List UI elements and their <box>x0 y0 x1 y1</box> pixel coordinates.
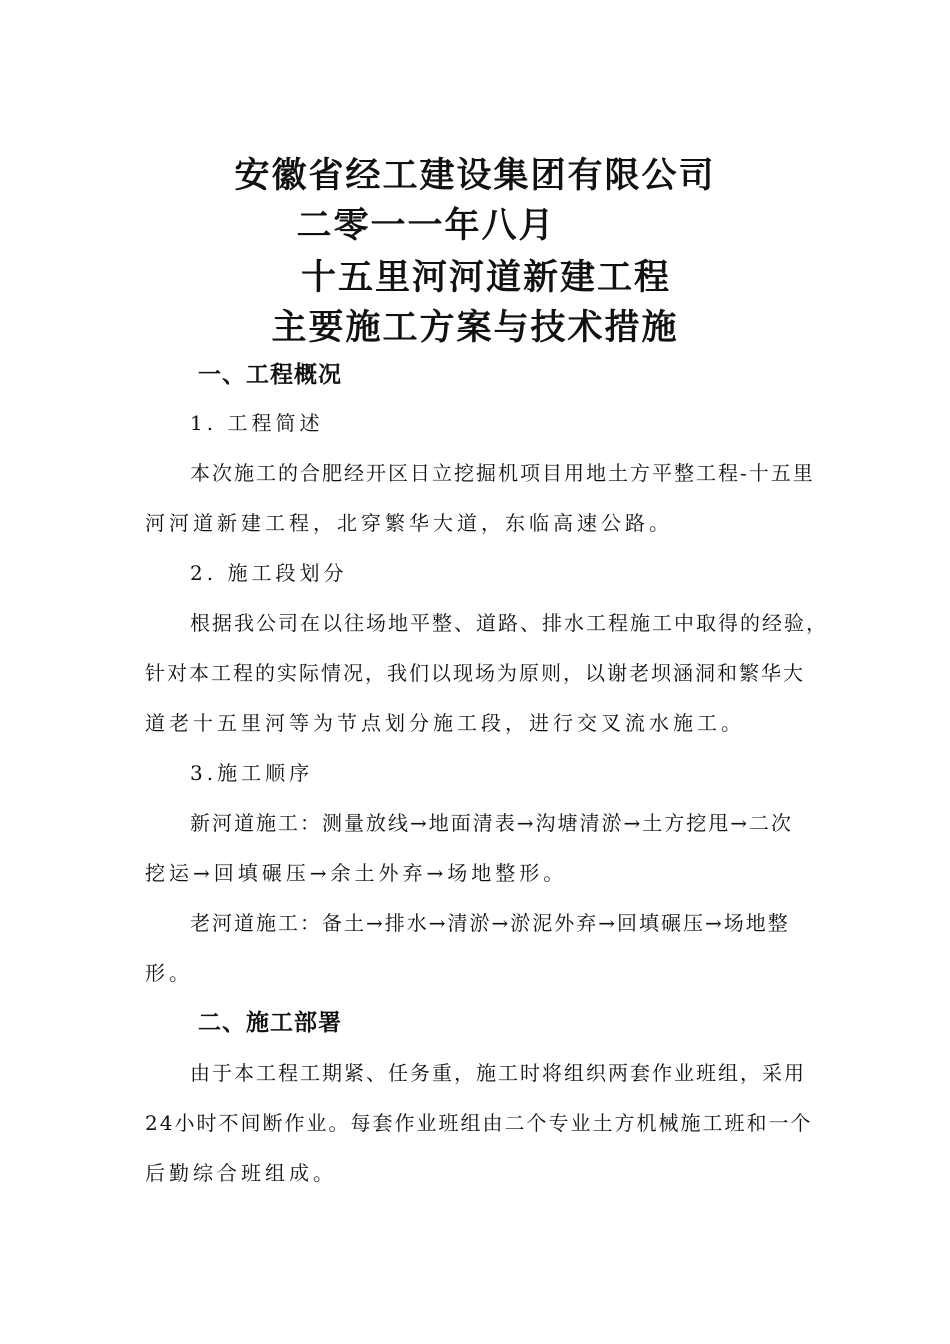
paragraph-5-line-2: 24小时不间断作业。每套作业班组由二个专业土方机械施工班和一个 <box>145 1111 813 1135</box>
paragraph-4-line-1: 老河道施工：备土→排水→清淤→淤泥外弃→回填碾压→场地整 <box>190 911 790 935</box>
paragraph-3-line-2: 挖运→回填碾压→余土外弃→场地整形。 <box>145 861 568 885</box>
paragraph-1-line-2: 河河道新建工程，北穿繁华大道，东临高速公路。 <box>145 511 673 535</box>
paragraph-2-line-1: 根据我公司在以往场地平整、道路、排水工程施工中取得的经验， <box>190 611 828 635</box>
date-title: 二零一一年八月 <box>296 206 556 246</box>
paragraph-1-line-1: 本次施工的合肥经开区日立挖掘机项目用地土方平整工程-十五里 <box>190 461 815 485</box>
project-title: 十五里河河道新建工程 <box>300 258 671 298</box>
subsection-1-title: 1. 工程简述 <box>190 411 324 435</box>
paragraph-5-line-1: 由于本工程工期紧、任务重，施工时将组织两套作业班组，采用 <box>190 1061 806 1085</box>
paragraph-3-line-1: 新河道施工：测量放线→地面清表→沟塘清淤→土方挖甩→二次 <box>190 811 794 835</box>
paragraph-2-line-2: 针对本工程的实际情况，我们以现场为原则，以谢老坝涵洞和繁华大 <box>145 661 805 685</box>
paragraph-5-line-3: 后勤综合班组成。 <box>145 1161 337 1185</box>
paragraph-4-line-2: 形。 <box>145 961 193 985</box>
paragraph-2-line-3: 道老十五里河等为节点划分施工段，进行交叉流水施工。 <box>145 711 745 735</box>
company-title: 安徽省经工建设集团有限公司 <box>234 156 716 196</box>
section-2-heading: 二、施工部署 <box>198 1010 342 1036</box>
subject-title: 主要施工方案与技术措施 <box>271 308 679 348</box>
subsection-3-title: 3.施工顺序 <box>190 761 314 785</box>
section-1-heading: 一、工程概况 <box>198 362 342 388</box>
subsection-2-title: 2. 施工段划分 <box>190 561 348 585</box>
